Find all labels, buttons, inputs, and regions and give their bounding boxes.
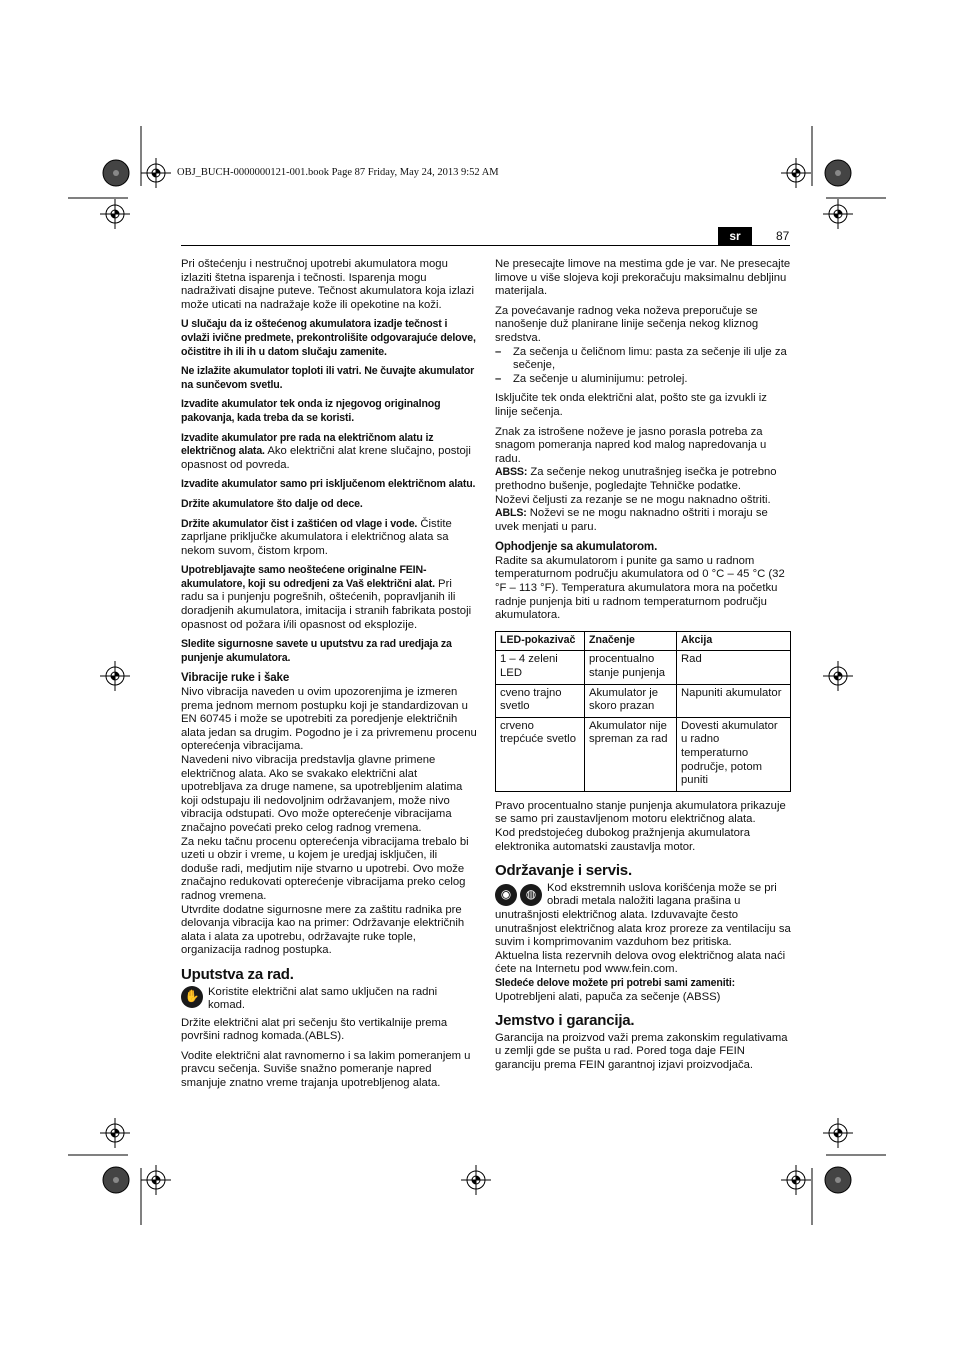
- right-column: [495, 258, 791, 1078]
- right-p3: Isključite tek onda električni alat, pošto ste ga izvukli iz linije sečenja.: [495, 392, 767, 418]
- warning-remove: [181, 432, 477, 473]
- warning-charger: Sledite sigurnosne savete u uputstvu za rad uredjaja za punjenje akumulatora.: [181, 638, 452, 664]
- warning-heat: Ne izlažite akumulator toploti ili vatri. Ne čuvajte akumulator na sunčevom svetlu.: [181, 365, 475, 391]
- table-row: [496, 651, 791, 684]
- battery-p1: Radite sa akumulatorom i punite ga samo u radnom temperaturnom području akumulatora od 0 °C – 45 °C (32 °F – 113 °F). Temperatura akumulatora mora na početku radnje punjenja biti u radnom temperaturnom području akumulatora.: [495, 554, 785, 622]
- led-table-header: [496, 631, 791, 651]
- abls-label: ABLS:: [495, 507, 527, 520]
- table-cell: Akumulator nije spreman za rad: [585, 717, 677, 791]
- warning-clean-bold: Držite akumulator čist i zaštićen od vlage i vode.: [181, 517, 418, 530]
- warning-original: [181, 564, 477, 632]
- table-cell: cveno trajno svetlo: [496, 684, 585, 717]
- abss-note: [495, 466, 791, 493]
- warning-switched-off: Izvadite akumulator samo pri isključenom električnom alatu.: [181, 478, 476, 491]
- left-column: [181, 258, 477, 1097]
- maintenance-p2: Aktuelna lista rezervnih delova ovog električnog alata naći ćete na Internetu pod www.fein.com.: [495, 949, 786, 976]
- vibration-heading: Vibracije ruke i šake: [181, 671, 290, 685]
- warning-remove-rest: Ako električni alat krene slučajno, postoji opasnost od povreda.: [181, 445, 471, 471]
- instructions-heading: Uputstva za rad.: [181, 965, 294, 983]
- warning-leak: U slučaju da iz oštećenog akumulatora izadje tečnost i ovlaži ivične predmete, prekontrolišite odgovarajuće delove, očistitre ih ili ih u datom slučaju zamenite.: [181, 318, 476, 358]
- table-cell: Rad: [677, 651, 791, 684]
- battery-p2: Pravo procentualno stanje punjenja akumulatora prikazuje se samo pri zaustavljenom motoru električnog alata.: [495, 799, 786, 826]
- hand-tool-icon: ✋: [181, 986, 203, 1008]
- maintenance-icons: [495, 884, 542, 906]
- battery-p3: Kod predstojećeg dubokog pražnjenja akumulatora elektronika automatski zaustavlja motor.: [495, 826, 750, 853]
- abls-text: Noževi se ne mogu naknadno oštriti i moraju se uvek menjati u paru.: [495, 507, 768, 533]
- vibration-p3: Za neku tačnu procenu opterećenja vibracijama trebalo bi uzeti u obzir i vreme, u kojem je uredjaj isključen, ili doduše radi, medjutim nije stvarno u upotrebi. Ovo može značajno redukovati opterećenje vibracijama preko celog radnog vremena.: [181, 835, 469, 902]
- table-row: [496, 717, 791, 791]
- page-number: 87: [776, 229, 790, 243]
- warning-packaging: Izvadite akumulator tek onda iz njegovog originalnog pakovanja, kada treba da se koristi.: [181, 398, 441, 424]
- maintenance-block: [495, 882, 791, 950]
- instructions-icon-row: [181, 986, 477, 1013]
- table-header-cell: Značenje: [585, 631, 677, 651]
- warning-clean: [181, 518, 477, 559]
- goggles-icon: ◉: [495, 884, 517, 906]
- warranty-heading: Jemstvo i garancija.: [495, 1012, 635, 1030]
- maintenance-bold: Sledeće delove možete pri potrebi sami zameniti:: [495, 976, 736, 989]
- table-cell: crveno trepćuće svetlo: [496, 717, 585, 791]
- led-table: [495, 631, 791, 792]
- dash-symbol: –: [495, 345, 502, 358]
- maintenance-heading: Održavanje i servis.: [495, 862, 632, 880]
- dash-item-aluminium: [495, 373, 791, 387]
- abss-label: ABSS:: [495, 466, 528, 479]
- dash-item-steel: [495, 346, 791, 373]
- right-p5: Noževi čeljusti za rezanje se ne mogu naknadno oštriti.: [495, 493, 771, 506]
- table-cell: procentualno stanje punjenja: [585, 651, 677, 684]
- language-tab: sr: [718, 227, 752, 246]
- vibration-p2: Navedeni nivo vibracija predstavlja glavne primene električnog alata. Ako se svakako električni alat upotrebljava za druge namene, sa upotrebljenim alatima koji odstupaju ili nedovoljnim održavanjem, može nivo vibracija odstupati. Ovo može opterećenje vibracijama značajno povećati preko celog radnog vremena.: [181, 754, 463, 834]
- instructions-p2: Vodite električni alat ravnomerno i sa lakim pomeranjem u pravcu sečenja. Suviše snažno pomeranje napred smanjuje znatno vreme trajanja upotrebljenog alata.: [181, 1049, 471, 1090]
- table-cell: Dovesti akumulator u radno temperaturno područje, potom puniti: [677, 717, 791, 791]
- warning-original-rest: Pri radu sa i punjenju pogrešnih, oštećenih, popravljanih ili doradjenih akumulatora, imitacija i stranih fabrikata postoji opasnost od požara i/ili opasnost od eksplozije.: [181, 577, 472, 631]
- instructions-icon-text: Koristite električni alat samo uključen na radni komad.: [208, 985, 438, 1012]
- vibration-p1: Nivo vibracija naveden u ovim upozorenjima je izmeren prema jednom mernom postupku koji je standardizovan u EN 60745 i može se upotrebiti za poredjenje električnih alata jedan sa drugim. Pogodno je i za privremenu procenu opterećenja vibracijama.: [181, 686, 477, 753]
- table-cell: Akumulator je skoro prazan: [585, 684, 677, 717]
- table-row: [496, 684, 791, 717]
- dash-item-steel-text: Za sečenja u čeličnom limu: pasta za sečenje ili ulje za sečenje,: [513, 345, 787, 372]
- abls-note: [495, 507, 791, 534]
- warning-clean-rest: Čistite zaprljane priključke akumulatora i električnog alata sa nekom suvom, čistom krpom.: [181, 517, 452, 557]
- vibration-p4: Utvrdite dodatne sigurnosne mere za zaštitu radnika pre delovanja vibracija kao na primer: Održavanje električnih alata i alata za upotrebu, održavajte ruke tople, organizacija radnog postupka.: [181, 903, 465, 957]
- dash-symbol: –: [495, 372, 502, 385]
- dust-mask-icon: ◍: [520, 884, 542, 906]
- abss-text: Za sečenje nekog unutrašnjeg isečka je potrebno prethodno bušenje, pogledajte Tehničke podatke.: [495, 466, 777, 492]
- instructions-p1: Držite električni alat pri sečenju što vertikalnije prema površini radnog komada.(ABLS).: [181, 1016, 448, 1043]
- warranty-paragraph: Garancija na proizvod važi prema zakonskim regulativama u zemlji gde se pušta u rad. Pored toga daje FEIN garanciju prema FEIN garantnoj izjavi proizvodjača.: [495, 1031, 788, 1071]
- dash-item-aluminium-text: Za sečenje u aluminijumu: petrolej.: [513, 372, 688, 385]
- intro-paragraph: Pri oštećenju i nestručnoj upotrebi akumulatora mogu izlaziti štetna isparenja i tečnosti. Isparenja mogu nadraživati disajne puteve. Tečnost akumulatora koja izlazi može uticati na nadražaje kože ili opekotine na koži.: [181, 258, 475, 311]
- warning-original-bold: Upotrebljavajte samo neoštećene originalne FEIN-akumulatore, koji su odredjeni za Vaš električni alat.: [181, 564, 435, 590]
- maintenance-icon-text: Kod ekstremnih uslova korišćenja može se pri obradi metala naložiti lagana prašina u unutrašnjosti električnog alata. Izduvavajte često unutrašnjost električnog alata kroz proreze za ventilaciju sa suvim i komprimovanim vazduhom bez pritiska.: [495, 881, 791, 949]
- header-rule: [181, 245, 790, 246]
- maintenance-p3: Upotrebljeni alati, papuča za sečenje (ABSS): [495, 990, 721, 1003]
- table-cell: Napuniti akumulator: [677, 684, 791, 717]
- warning-remove-bold: Izvadite akumulator pre rada na električnom alatu iz električnog alata.: [181, 431, 434, 458]
- battery-heading: Ophodjenje sa akumulatorom.: [495, 540, 658, 554]
- table-cell: 1 – 4 zeleni LED: [496, 651, 585, 684]
- right-p2: Za povećavanje radnog veka noževa preporučuje se nanošenje duž planirane linije sečenja nekog kliznog sredstva.: [495, 304, 759, 344]
- table-header-cell: Akcija: [677, 631, 791, 651]
- file-info: OBJ_BUCH-0000000121-001.book Page 87 Friday, May 24, 2013 9:52 AM: [177, 167, 499, 178]
- warning-children: Držite akumulatore što dalje od dece.: [181, 497, 363, 510]
- table-header-cell: LED-pokazivač: [496, 631, 585, 651]
- right-p1: Ne presecajte limove na mestima gde je var. Ne presecajte limove u više slojeva koji prekoračuju maksimalnu debljinu materijala.: [495, 258, 791, 298]
- right-p4: Znak za istrošene noževe je jasno porasla potreba za snagom pomeranja napred kod malog napredovanja u radu.: [495, 425, 767, 465]
